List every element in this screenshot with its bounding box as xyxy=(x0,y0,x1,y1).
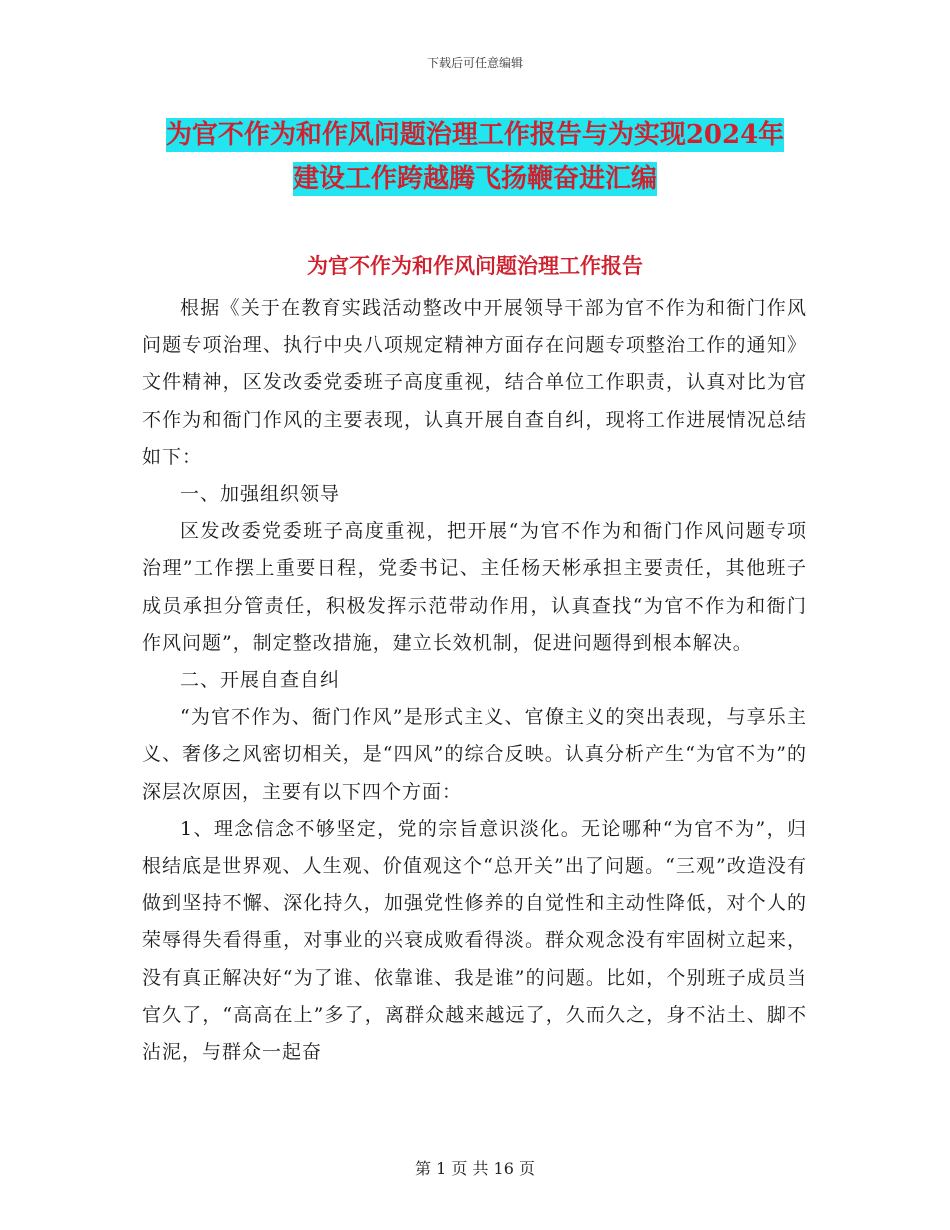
title-highlight-1: 为官不作为和作风问题治理工作报告与为实现2024年 xyxy=(165,120,785,150)
paragraph-organization: 区发改委党委班子高度重视，把开展“为官不作为和衙门作风问题专项治理”工作摆上重要日程，党委书记、主任杨天彬承担主要责任，其他班子成员承担分管责任，积极发挥示范带动作用，认真查找“为官不作为和衙门作风问题”，制定整改措施，建立长效机制，促进问题得到根本解决。 xyxy=(142,520,807,654)
document-title-line-2 xyxy=(140,158,810,195)
paragraph-self-inspection: “为官不作为、衙门作风”是形式主义、官僚主义的突出表现，与享乐主义、奢侈之风密切相关，是“四风”的综合反映。认真分析产生“为官不为”的深层次原因，主要有以下四个方面： xyxy=(142,706,807,803)
header-note: 下载后可任意编辑 xyxy=(426,56,523,70)
paragraph-intro: 根据《关于在教育实践活动整改中开展领导干部为官不作为和衙门作风问题专项治理、执行中央八项规定精神方面存在问题专项整治工作的通知》文件精神，区发改委党委班子高度重视，结合单位工作职责，认真对比为官不作为和衙门作风的主要表现，认真开展自查自纠，现将工作进展情况总结如下： xyxy=(142,297,807,468)
title-highlight-2: 建设工作跨越腾飞扬鞭奋进汇编 xyxy=(292,164,657,194)
document-title-line-1 xyxy=(140,114,810,151)
section-title: 为官不作为和作风问题治理工作报告 xyxy=(307,253,643,278)
paragraph-reason-1: 1、理念信念不够坚定，党的宗旨意识淡化。无论哪种“为官不为”，归根结底是世界观、人生观、价值观这个“总开关”出了问题。“三观”改造没有做到坚持不懈、深化持久，加强党性修养的自觉性和主动性降低，对个人的荣辱得失看得重，对事业的兴衰成败看得淡。群众观念没有牢固树立起来，没有真正解决好“为了谁、依靠谁、我是谁”的问题。比如，个别班子成员当官久了，“高高在上”多了，离群众越来越远了，久而久之，身不沾土、脚不沾泥，与群众一起奋 xyxy=(142,817,807,1064)
page-footer: 第 1 页 共 16 页 xyxy=(415,1159,535,1178)
document-body xyxy=(142,290,807,1071)
heading-self-inspection: 二、开展自查自纠 xyxy=(180,669,341,692)
heading-organization: 一、加强组织领导 xyxy=(180,483,341,506)
